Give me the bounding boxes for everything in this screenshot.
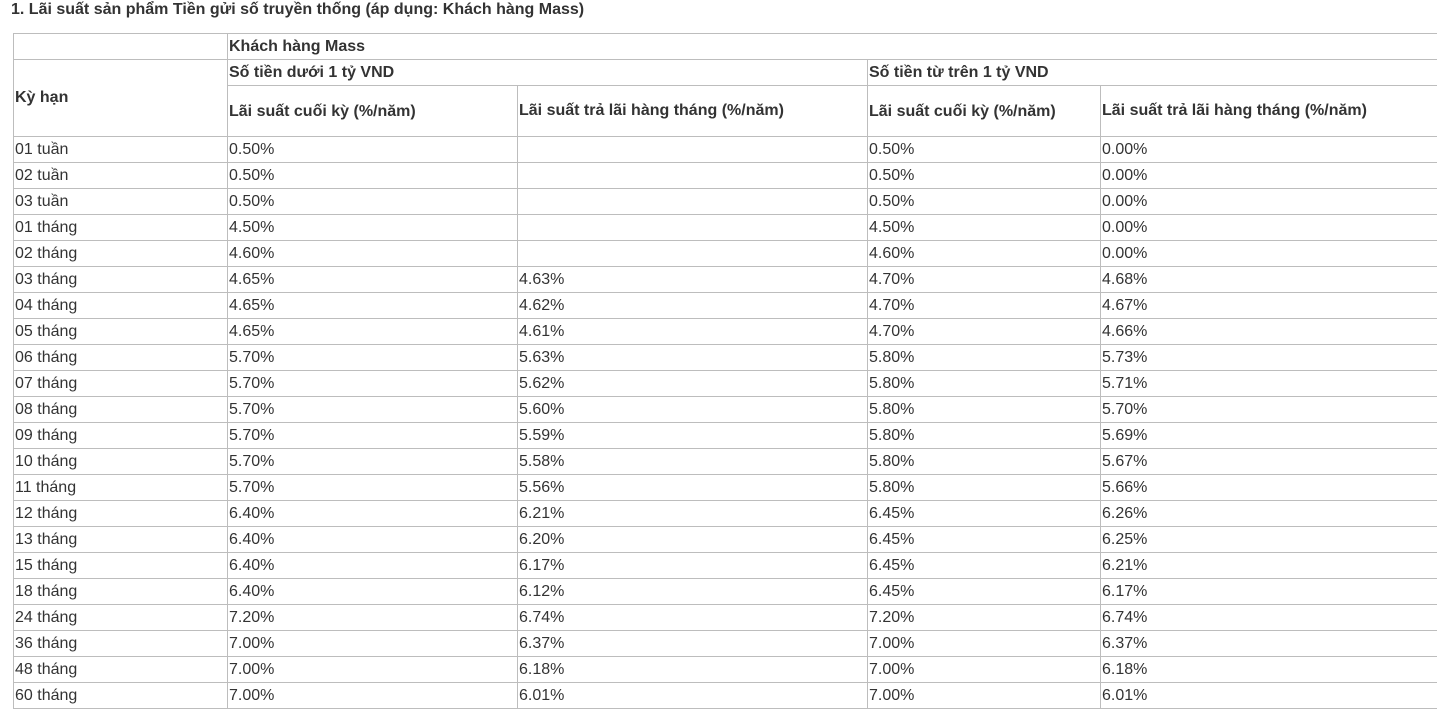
under-monthly-cell: 5.63% (518, 345, 868, 371)
term-cell: 24 tháng (14, 605, 228, 631)
under-monthly-cell (518, 137, 868, 163)
under-monthly-cell (518, 241, 868, 267)
under-monthly-cell: 6.74% (518, 605, 868, 631)
term-cell: 04 tháng (14, 293, 228, 319)
table-row (14, 553, 1437, 579)
under-end-of-term-cell: 4.50% (228, 215, 518, 241)
under-end-of-term-cell: 6.40% (228, 501, 518, 527)
under-monthly-cell: 6.12% (518, 579, 868, 605)
over-end-of-term-header: Lãi suất cuối kỳ (%/năm) (868, 86, 1101, 137)
over-end-of-term-cell: 5.80% (868, 449, 1101, 475)
table-row (14, 475, 1437, 501)
table-row (14, 579, 1437, 605)
table-row (14, 449, 1437, 475)
term-cell: 36 tháng (14, 631, 228, 657)
term-cell: 06 tháng (14, 345, 228, 371)
table-row (14, 345, 1437, 371)
table-row (14, 163, 1437, 189)
customer-group-header: Khách hàng Mass (228, 34, 1437, 60)
table-row (14, 215, 1437, 241)
under-monthly-cell: 5.58% (518, 449, 868, 475)
under-monthly-cell: 5.60% (518, 397, 868, 423)
under-end-of-term-cell: 6.40% (228, 553, 518, 579)
over-monthly-cell: 5.73% (1101, 345, 1437, 371)
table-row (14, 241, 1437, 267)
under-monthly-cell (518, 163, 868, 189)
over-end-of-term-cell: 7.00% (868, 657, 1101, 683)
term-cell: 03 tuần (14, 189, 228, 215)
over-monthly-cell: 6.17% (1101, 579, 1437, 605)
table-row (14, 293, 1437, 319)
table-row (14, 631, 1437, 657)
under-monthly-cell: 5.56% (518, 475, 868, 501)
under-end-of-term-cell: 4.65% (228, 293, 518, 319)
term-cell: 10 tháng (14, 449, 228, 475)
term-cell: 02 tháng (14, 241, 228, 267)
table-row (14, 605, 1437, 631)
under-end-of-term-header: Lãi suất cuối kỳ (%/năm) (228, 86, 518, 137)
over-monthly-cell: 6.74% (1101, 605, 1437, 631)
under-end-of-term-cell: 0.50% (228, 189, 518, 215)
under-end-of-term-cell: 6.40% (228, 527, 518, 553)
over-monthly-header: Lãi suất trả lãi hàng tháng (%/năm) (1101, 86, 1437, 137)
under-monthly-cell: 6.17% (518, 553, 868, 579)
over-end-of-term-cell: 4.70% (868, 293, 1101, 319)
under-monthly-cell: 4.61% (518, 319, 868, 345)
over-monthly-cell: 6.26% (1101, 501, 1437, 527)
term-cell: 15 tháng (14, 553, 228, 579)
under-end-of-term-cell: 4.65% (228, 319, 518, 345)
over-monthly-cell: 6.21% (1101, 553, 1437, 579)
over-monthly-cell: 4.67% (1101, 293, 1437, 319)
over-end-of-term-cell: 0.50% (868, 163, 1101, 189)
over-monthly-cell: 5.71% (1101, 371, 1437, 397)
under-end-of-term-cell: 4.60% (228, 241, 518, 267)
term-cell: 02 tuần (14, 163, 228, 189)
term-cell: 05 tháng (14, 319, 228, 345)
over-end-of-term-cell: 5.80% (868, 475, 1101, 501)
under-end-of-term-cell: 5.70% (228, 423, 518, 449)
over-monthly-cell: 6.25% (1101, 527, 1437, 553)
table-row (14, 137, 1437, 163)
term-cell: 01 tháng (14, 215, 228, 241)
under-end-of-term-cell: 4.65% (228, 267, 518, 293)
under-end-of-term-cell: 0.50% (228, 163, 518, 189)
term-cell: 03 tháng (14, 267, 228, 293)
section-heading: 1. Lãi suất sản phẩm Tiền gửi số truyền thống (áp dụng: Khách hàng Mass) (11, 0, 584, 20)
under-monthly-cell (518, 215, 868, 241)
term-header: Kỳ hạn (14, 60, 228, 137)
table-row (14, 683, 1437, 709)
under-monthly-cell: 6.37% (518, 631, 868, 657)
term-cell: 60 tháng (14, 683, 228, 709)
under-end-of-term-cell: 7.00% (228, 683, 518, 709)
term-cell: 07 tháng (14, 371, 228, 397)
over-end-of-term-cell: 7.00% (868, 631, 1101, 657)
table-row (14, 423, 1437, 449)
over-end-of-term-cell: 5.80% (868, 397, 1101, 423)
over-monthly-cell: 6.18% (1101, 657, 1437, 683)
header-empty-cell (14, 34, 228, 60)
over-monthly-cell: 0.00% (1101, 241, 1437, 267)
term-cell: 18 tháng (14, 579, 228, 605)
over-end-of-term-cell: 6.45% (868, 553, 1101, 579)
over-monthly-cell: 6.37% (1101, 631, 1437, 657)
over-end-of-term-cell: 4.70% (868, 319, 1101, 345)
over-end-of-term-cell: 5.80% (868, 345, 1101, 371)
under-end-of-term-cell: 5.70% (228, 397, 518, 423)
under-monthly-cell (518, 189, 868, 215)
over-monthly-cell: 0.00% (1101, 137, 1437, 163)
under-monthly-cell: 6.20% (518, 527, 868, 553)
header-row-columns (14, 86, 1437, 137)
under-end-of-term-cell: 7.20% (228, 605, 518, 631)
under-end-of-term-cell: 0.50% (228, 137, 518, 163)
over-end-of-term-cell: 7.00% (868, 683, 1101, 709)
header-row-group (14, 34, 1437, 60)
over-monthly-cell: 0.00% (1101, 215, 1437, 241)
over-end-of-term-cell: 4.70% (868, 267, 1101, 293)
over-end-of-term-cell: 7.20% (868, 605, 1101, 631)
table-row (14, 189, 1437, 215)
over-monthly-cell: 5.70% (1101, 397, 1437, 423)
over-end-of-term-cell: 4.50% (868, 215, 1101, 241)
table-row (14, 397, 1437, 423)
over-monthly-cell: 4.68% (1101, 267, 1437, 293)
term-cell: 12 tháng (14, 501, 228, 527)
under-end-of-term-cell: 5.70% (228, 449, 518, 475)
over-end-of-term-cell: 6.45% (868, 527, 1101, 553)
term-cell: 48 tháng (14, 657, 228, 683)
under-end-of-term-cell: 7.00% (228, 657, 518, 683)
under-monthly-cell: 6.21% (518, 501, 868, 527)
over-monthly-cell: 5.66% (1101, 475, 1437, 501)
under-monthly-cell: 5.62% (518, 371, 868, 397)
over-end-of-term-cell: 0.50% (868, 137, 1101, 163)
under-end-of-term-cell: 5.70% (228, 345, 518, 371)
header-row-tier (14, 60, 1437, 86)
term-cell: 01 tuần (14, 137, 228, 163)
over-monthly-cell: 5.69% (1101, 423, 1437, 449)
under-monthly-header: Lãi suất trả lãi hàng tháng (%/năm) (518, 86, 868, 137)
under-end-of-term-cell: 7.00% (228, 631, 518, 657)
table-body (14, 137, 1437, 709)
table-row (14, 371, 1437, 397)
table-row (14, 319, 1437, 345)
tier-under-header: Số tiền dưới 1 tỷ VND (228, 60, 868, 86)
over-end-of-term-cell: 5.80% (868, 423, 1101, 449)
table-row (14, 501, 1437, 527)
under-monthly-cell: 4.63% (518, 267, 868, 293)
over-end-of-term-cell: 5.80% (868, 371, 1101, 397)
under-monthly-cell: 6.18% (518, 657, 868, 683)
over-monthly-cell: 0.00% (1101, 163, 1437, 189)
table-row (14, 267, 1437, 293)
term-cell: 13 tháng (14, 527, 228, 553)
under-monthly-cell: 6.01% (518, 683, 868, 709)
over-monthly-cell: 4.66% (1101, 319, 1437, 345)
term-cell: 09 tháng (14, 423, 228, 449)
over-end-of-term-cell: 6.45% (868, 579, 1101, 605)
term-cell: 11 tháng (14, 475, 228, 501)
over-end-of-term-cell: 6.45% (868, 501, 1101, 527)
over-monthly-cell: 6.01% (1101, 683, 1437, 709)
under-end-of-term-cell: 5.70% (228, 371, 518, 397)
table-row (14, 527, 1437, 553)
tier-over-header: Số tiền từ trên 1 tỷ VND (868, 60, 1437, 86)
interest-rate-table (13, 33, 1437, 709)
under-end-of-term-cell: 6.40% (228, 579, 518, 605)
over-monthly-cell: 0.00% (1101, 189, 1437, 215)
table-row (14, 657, 1437, 683)
term-cell: 08 tháng (14, 397, 228, 423)
under-monthly-cell: 4.62% (518, 293, 868, 319)
under-monthly-cell: 5.59% (518, 423, 868, 449)
over-monthly-cell: 5.67% (1101, 449, 1437, 475)
over-end-of-term-cell: 0.50% (868, 189, 1101, 215)
under-end-of-term-cell: 5.70% (228, 475, 518, 501)
over-end-of-term-cell: 4.60% (868, 241, 1101, 267)
